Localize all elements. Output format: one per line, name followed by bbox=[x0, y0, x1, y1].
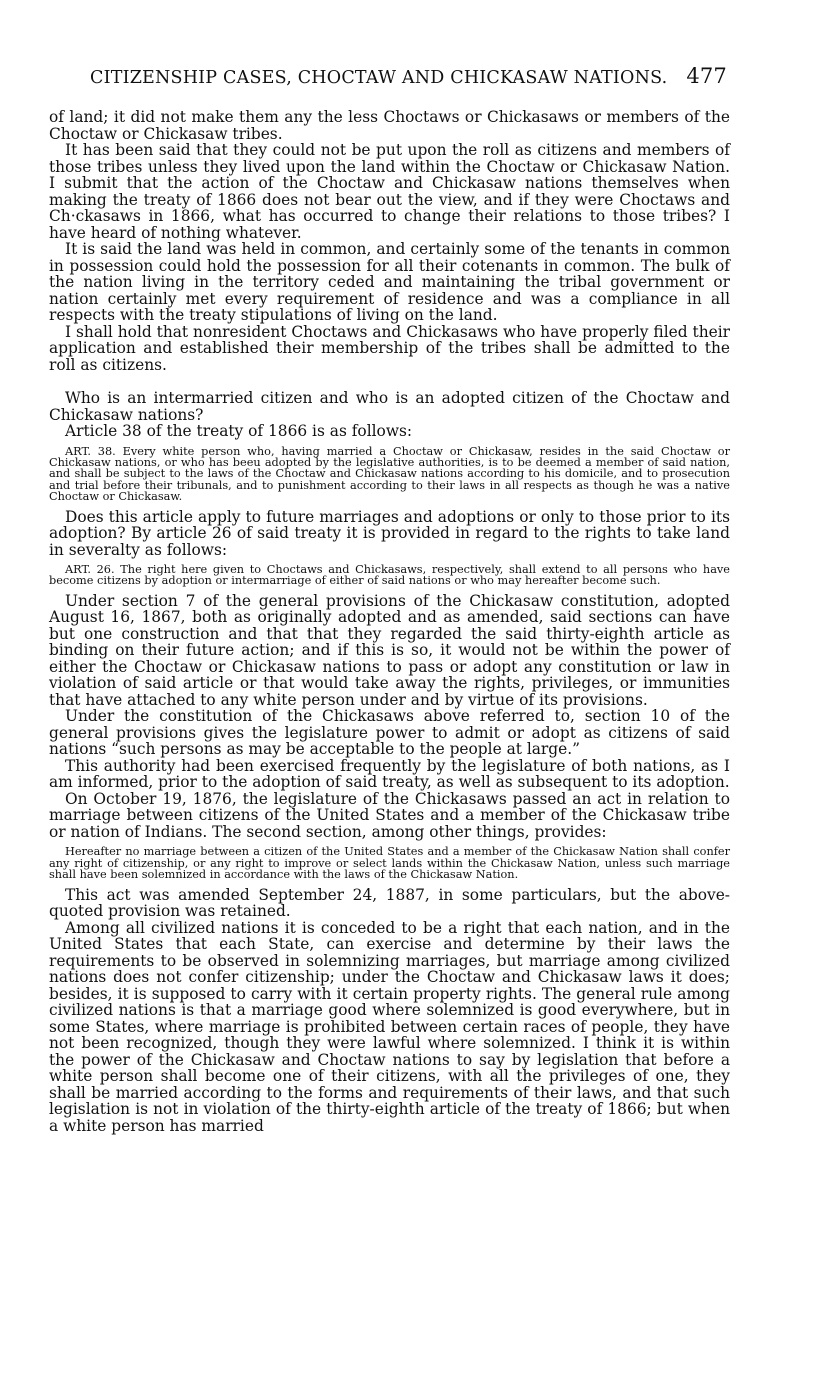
paragraph: Does this article apply to future marriages and adoptions or only to those prior to its adoption? By article 26 of said treaty it is provided in regard to the rights to take land in severalty as follows: bbox=[49, 507, 730, 559]
paragraph: I shall hold that nonresident Choctaws and Chickasaws who have properly filed their application and established their membership of the tribes shall be admitted to the roll as citizens. bbox=[49, 322, 730, 374]
page-header bbox=[90, 64, 735, 94]
paragraph: Article 38 of the treaty of 1866 is as follows: bbox=[65, 422, 413, 440]
paragraph: It is said the land was held in common, and certainly some of the tenants in common in possession could hold the possession for all their cotenants in common. The bulk of the nation living in the territory ceded and maintaining the tribal government or nation certainly met every requirement of residence and was a compliance in all respects with the treaty stipulations of living on the land. bbox=[49, 240, 730, 324]
paragraph: of land; it did not make them any the less Choctaws or Chickasaws or members of the Choctaw or Chickasaw tribes. bbox=[49, 108, 730, 143]
paragraph: Among all civilized nations it is conceded to be a right that each nation, and in the United States that each State, can exercise and determine by their laws the requirements to be observed in solemnizing marriages, but marriage among civilized nations does not confer citizenship; under the Choctaw and Chickasaw laws it does; besides, it is supposed to carry with it certain property rights. The general rule among civilized nations is that a marriage good where solemnized is good everywhere, but in some States, where marriage is prohibited between certain races of people, they have not been recognized, though they were lawful where solemnized. I think it is within the power of the Chickasaw and Choctaw nations to say by legislation that before a white person shall become one of their citizens, with all the privileges of one, they shall be married according to the forms and requirements of their laws, and that such legislation is not in violation of the thirty-eighth article of the treaty of 1866; but when a white person has married bbox=[49, 918, 730, 1135]
paragraph: This act was amended September 24, 1887, in some particulars, but the above-quoted provision was retained. bbox=[49, 885, 730, 921]
paragraph: Under the constitution of the Chickasaws above referred to, section 10 of the general provisions gives the legislature power to admit or adopt as citizens of said nations “such persons as may be acceptable to the people at large.” bbox=[49, 707, 730, 759]
quoted-article-38: ART. 38. Every white person who, having married a Choctaw or Chickasaw, resides in the said Choctaw or Chickasaw nations, or who has beeu adopted by the legislative authorities, is to be deemed a member of said nation, and shall be subject to the laws of the Choctaw and Chickasaw nations according to his domicile, and to prosecution and trial before their tribunals, and to punishment according to their laws in all respects as though he was a native Choctaw or Chickasaw. bbox=[49, 444, 730, 504]
paragraph: It has been said that they could not be put upon the roll as citizens and members of those tribes unless they lived upon the land within the Choctaw or Chickasaw Nation. I submit that the action of the Choctaw and Chickasaw nations themselves when making the treaty of 1866 does not bear out the view, and if they were Choctaws and Ch·ckasaws in 1866, what has occurred to change their relations to those tribes? I have heard of nothing whatever. bbox=[49, 141, 730, 242]
quoted-article-26: ART. 26. The right here given to Choctaws and Chickasaws, respectively, shall extend to all persons who have become citizens by adoption or intermarriage of either of said nations or who may hereafter become such. bbox=[49, 563, 730, 588]
quoted-chickasaw-act: Hereafter no marriage between a citizen of the United States and a member of the Chickasaw Nation shall confer any right of citizenship, or any right to improve or select lands within the Chickasaw Nation, unless such marriage shall have been solemnized in accordance with the laws of the Chickasaw Nation. bbox=[49, 845, 730, 882]
paragraph: This authority had been exercised frequently by the legislature of both nations, as I am informed, prior to the adoption of said treaty, as well as subsequent to its adoption. bbox=[49, 756, 730, 792]
body-text bbox=[49, 109, 730, 1134]
paragraph: Under section 7 of the general provisions of the Chickasaw constitution, adopted August 16, 1867, both as originally adopted and as amended, said sections can have but one construction and that that they regarded the said thirty-eighth article as binding on their future action; and if this is so, it would not be within the power of either the Choctaw or Chickasaw nations to pass or adopt any constitution or law in violation of said article or that would take away the rights, privileges, or immunities that have attached to any white person under and by virtue of its provisions. bbox=[49, 591, 730, 709]
running-title: CITIZENSHIP CASES, CHOCTAW AND CHICKASAW NATIONS. bbox=[90, 68, 668, 88]
paragraph: On October 19, 1876, the legislature of the Chickasaws passed an act in relation to marriage between citizens of the United States and a member of the Chickasaw tribe or nation of Indians. The second section, among other things, provides: bbox=[49, 789, 730, 841]
section-question: Who is an intermarried citizen and who is an adopted citizen of the Choctaw and Chickasaw nations? bbox=[49, 389, 730, 424]
page-number: 477 bbox=[686, 64, 727, 88]
